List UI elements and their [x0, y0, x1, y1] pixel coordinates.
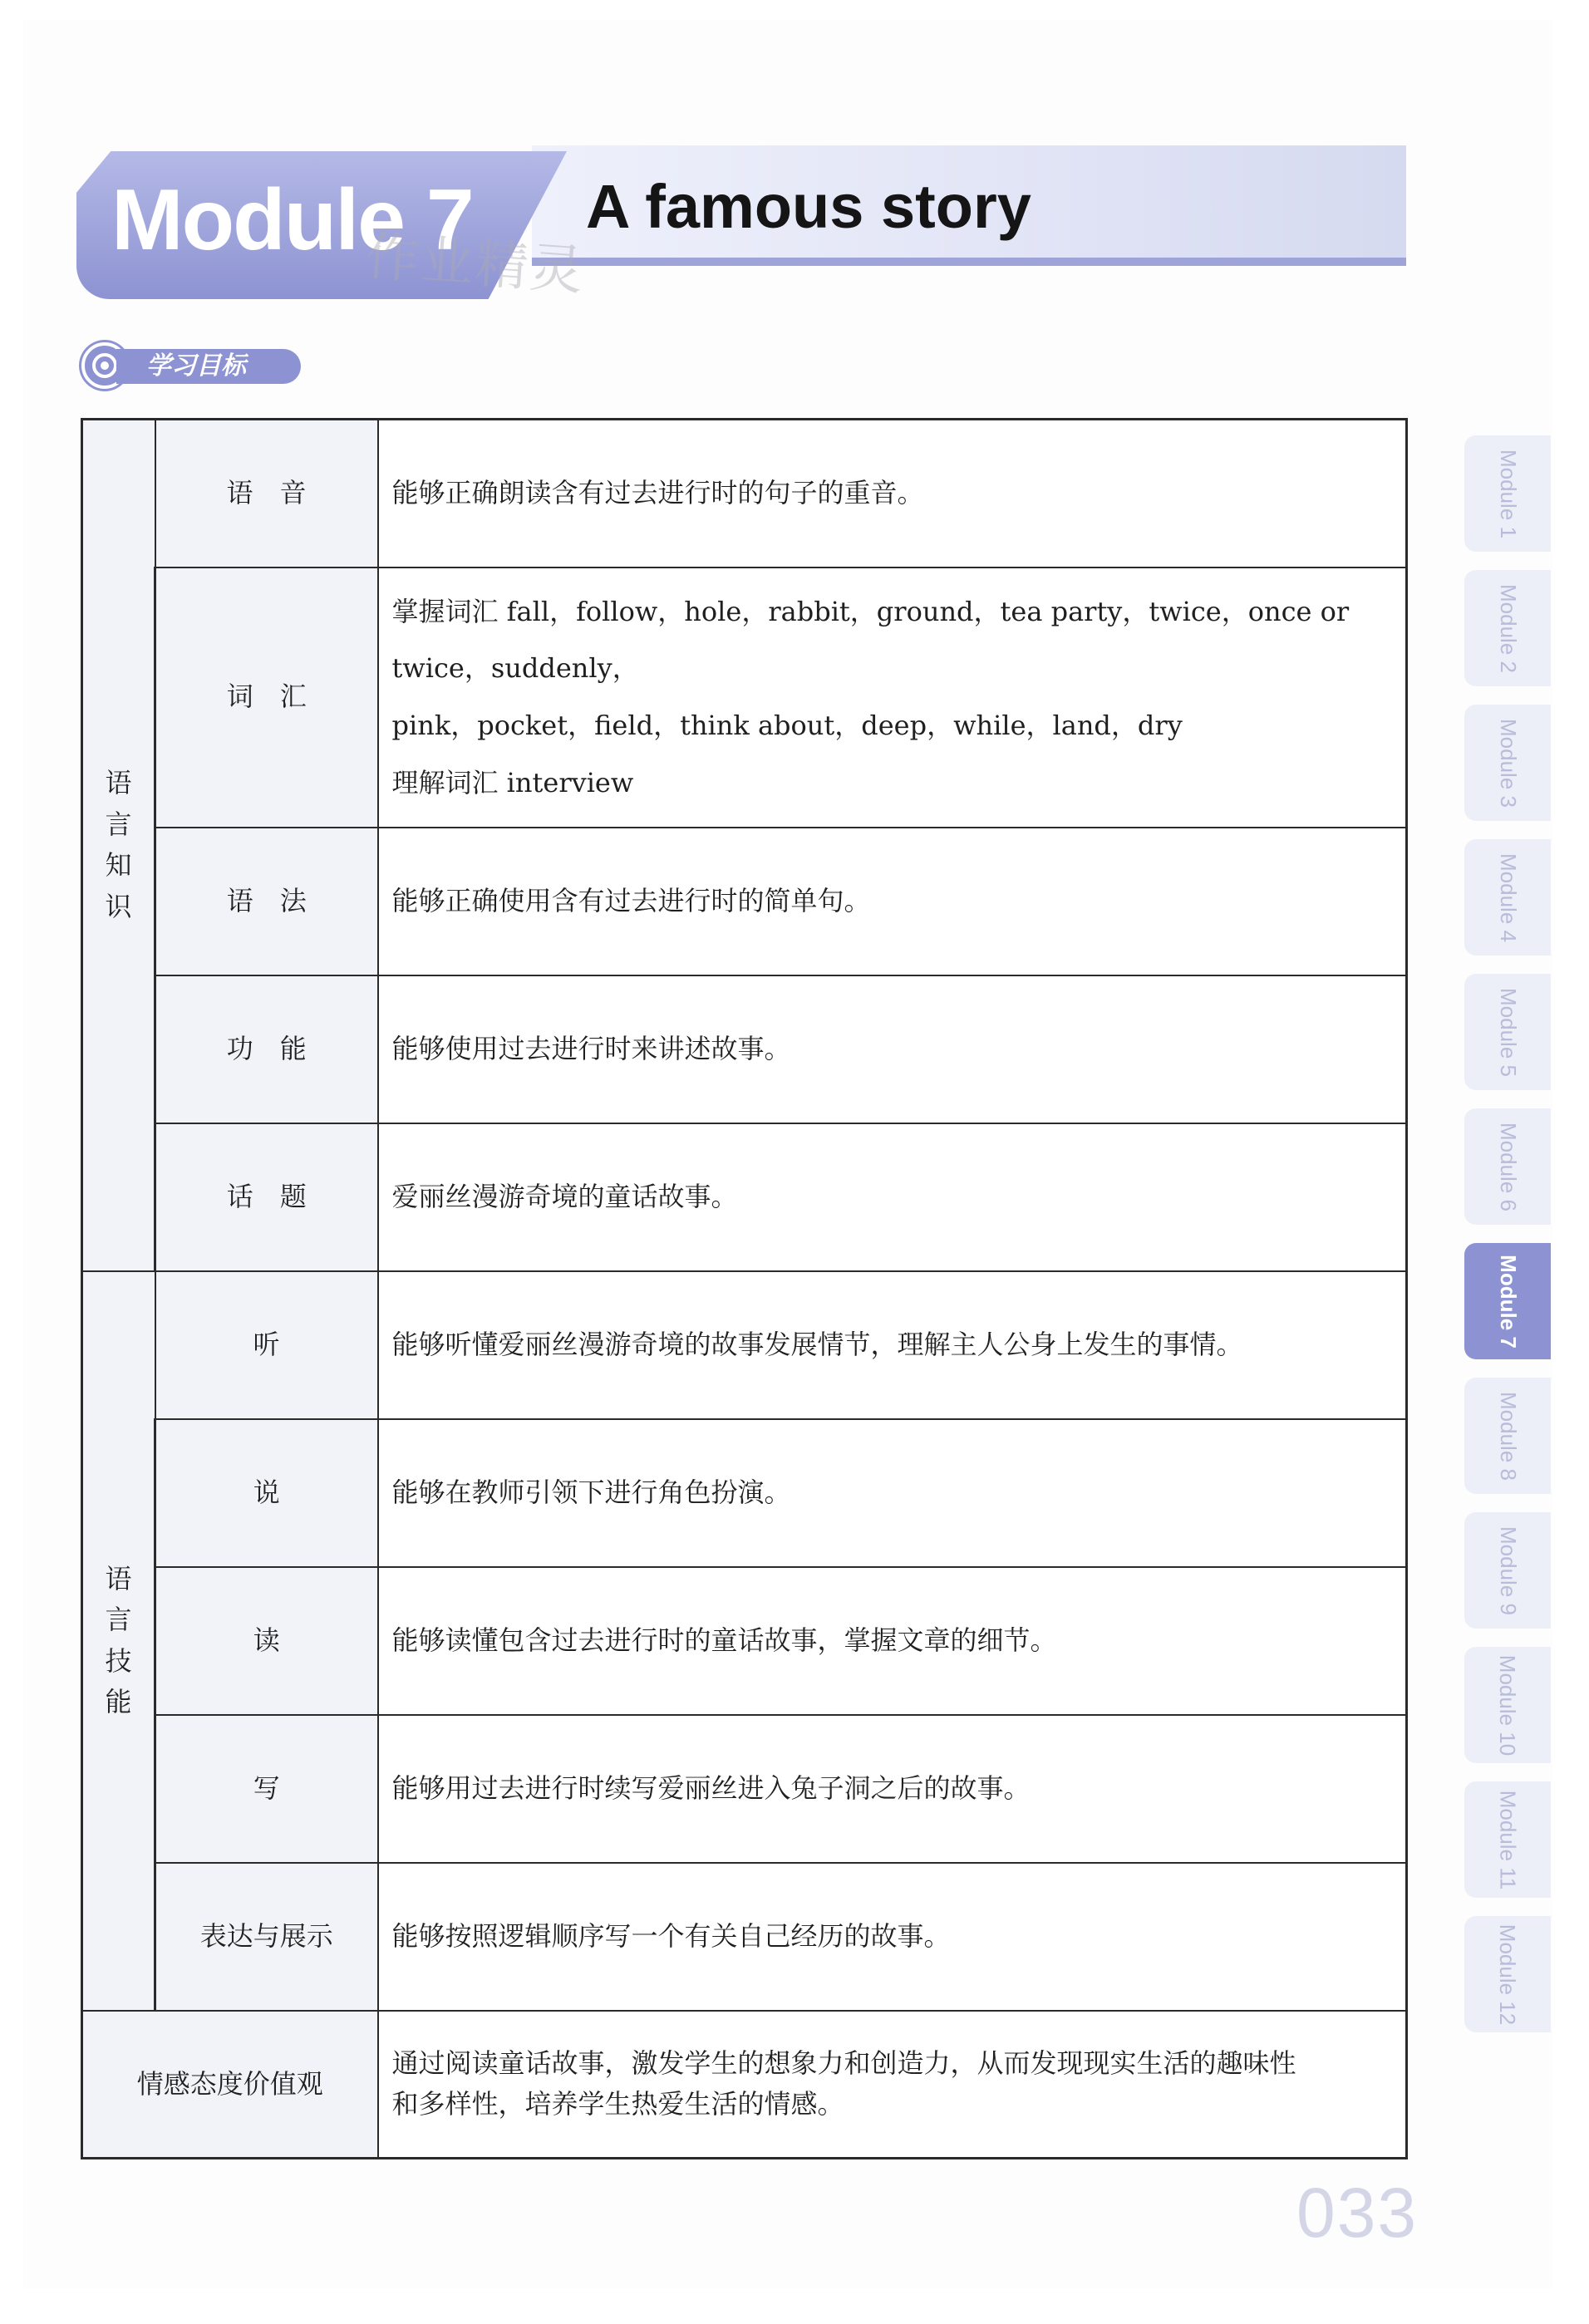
tab-module-1[interactable] — [1464, 435, 1551, 552]
table-row — [82, 2011, 1407, 2159]
content-line: 能够用过去进行时续写爱丽丝进入兔子洞之后的故事。 — [391, 1771, 1031, 1804]
table-row — [82, 975, 1407, 1123]
tab-label: Module 4 — [1495, 852, 1521, 942]
row-label: 语 音 — [155, 420, 378, 567]
row-label: 语 法 — [155, 828, 378, 975]
tab-label: Module 1 — [1495, 449, 1521, 538]
content-line: 能够正确使用含有过去进行时的简单句。 — [391, 884, 871, 916]
content-line: 和多样性，培养学生热爱生活的情感。 — [391, 2088, 844, 2120]
tab-module-11[interactable] — [1464, 1781, 1551, 1898]
group-language-skills: 语言技能 — [82, 1271, 155, 2011]
tab-label: Module 3 — [1495, 718, 1521, 808]
row-content — [378, 1863, 1407, 2011]
content-line: 能够使用过去进行时来讲述故事。 — [391, 1032, 791, 1064]
row-content — [378, 2011, 1407, 2159]
tab-module-12[interactable] — [1464, 1916, 1551, 2032]
table-row — [82, 1419, 1407, 1567]
table-row — [82, 1123, 1407, 1271]
row-label: 话 题 — [155, 1123, 378, 1271]
content-line: 理解词汇 interview — [391, 766, 634, 798]
row-label: 听 — [155, 1271, 378, 1419]
table-row — [82, 1567, 1407, 1715]
section-header — [81, 342, 304, 391]
tab-module-10[interactable] — [1464, 1647, 1551, 1763]
content-line: pink，pocket，field，think about，deep，while，land，dry — [391, 710, 1183, 742]
tab-label: Module 6 — [1495, 1122, 1521, 1211]
tab-module-6[interactable] — [1464, 1108, 1551, 1225]
row-content — [378, 1271, 1407, 1419]
header-underline — [532, 258, 1406, 266]
module-label: Module 7 — [111, 172, 473, 268]
tab-module-8[interactable] — [1464, 1378, 1551, 1494]
tab-label: Module 11 — [1495, 1790, 1521, 1889]
tab-module-9[interactable] — [1464, 1512, 1551, 1629]
table-row — [82, 1271, 1407, 1419]
tab-label: Module 9 — [1495, 1526, 1521, 1615]
row-label: 词 汇 — [155, 567, 378, 828]
table-row — [82, 420, 1407, 567]
tab-label: Module 5 — [1495, 987, 1521, 1077]
row-label: 说 — [155, 1419, 378, 1567]
section-title: 学习目标 — [116, 349, 301, 384]
content-line: 爱丽丝漫游奇境的童话故事。 — [391, 1180, 738, 1212]
row-label: 功 能 — [155, 975, 378, 1123]
content-line: 能够正确朗读含有过去进行时的句子的重音。 — [391, 476, 924, 509]
tab-module-5[interactable] — [1464, 974, 1551, 1090]
tab-label: Module 8 — [1495, 1391, 1521, 1481]
table-row — [82, 1863, 1407, 2011]
row-content — [378, 1123, 1407, 1271]
objectives-table — [81, 418, 1408, 2159]
group-language-knowledge: 语言知识 — [82, 420, 155, 1271]
content-line: 通过阅读童话故事，激发学生的想象力和创造力，从而发现现实生活的趣味性 — [391, 2046, 1296, 2079]
row-content — [378, 1715, 1407, 1863]
row-label: 读 — [155, 1567, 378, 1715]
row-label: 表达与展示 — [155, 1863, 378, 2011]
row-label: 情感态度价值观 — [82, 2011, 378, 2159]
page-title: A famous story — [586, 172, 1031, 241]
tab-module-7[interactable] — [1464, 1243, 1551, 1359]
row-content — [378, 1419, 1407, 1567]
row-content — [378, 975, 1407, 1123]
tab-label: Module 10 — [1495, 1654, 1521, 1756]
table-row — [82, 567, 1407, 828]
row-content — [378, 567, 1407, 828]
table-row — [82, 1715, 1407, 1863]
row-content — [378, 828, 1407, 975]
row-label: 写 — [155, 1715, 378, 1863]
watermark: 作业精灵 — [363, 225, 587, 303]
content-line: 能够读懂包含过去进行时的童话故事，掌握文章的细节。 — [391, 1624, 1057, 1656]
content-line: 能够听懂爱丽丝漫游奇境的故事发展情节，理解主人公身上发生的事情。 — [391, 1328, 1243, 1360]
tab-label: Module 7 — [1495, 1254, 1521, 1349]
content-line: 能够按照逻辑顺序写一个有关自己经历的故事。 — [391, 1919, 951, 1952]
tab-label: Module 2 — [1495, 583, 1521, 673]
content-line: 掌握词汇 fall，follow，hole，rabbit，ground，tea party，twice，once or twice，suddenly， — [391, 595, 1350, 685]
table-row — [82, 828, 1407, 975]
tab-module-4[interactable] — [1464, 839, 1551, 956]
row-content — [378, 1567, 1407, 1715]
page-number: 033 — [1296, 2174, 1419, 2252]
tab-module-2[interactable] — [1464, 570, 1551, 686]
content-line: 能够在教师引领下进行角色扮演。 — [391, 1476, 791, 1508]
row-content — [378, 420, 1407, 567]
tab-module-3[interactable] — [1464, 705, 1551, 821]
tab-label: Module 12 — [1495, 1924, 1521, 2025]
